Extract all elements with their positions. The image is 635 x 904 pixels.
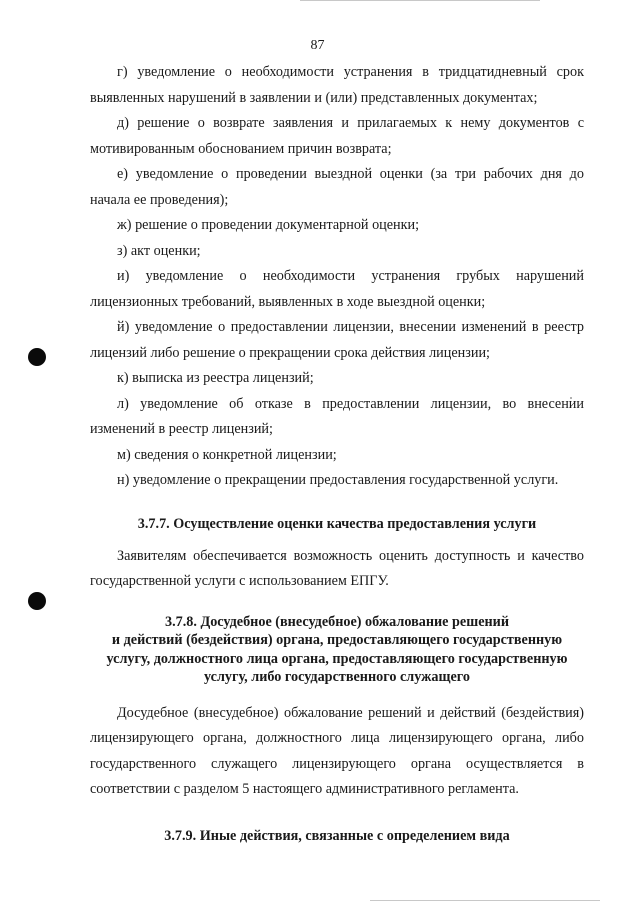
heading-line: 3.7.8. Досудебное (внесудебное) обжалование решений [164, 613, 510, 630]
list-item: м) сведения о конкретной лицензии; [117, 446, 337, 463]
list-item: ж) решение о проведении документарной оценки; [117, 217, 420, 233]
scan-edge-top [300, 0, 540, 1]
list-item: д) решение о возврате заявления и прилагаемых к нему документов с мотивированным обоснованием причин возврата; [90, 115, 584, 157]
heading-line: услугу, должностного лица органа, предоставляющего государственную [106, 650, 568, 667]
list-item: н) уведомление о прекращении предоставления государственной услуги. [117, 472, 559, 488]
list-item: г) уведомление о необходимости устранения в тридцатидневный срок выявленных нарушений в заявлении и (или) представленных документах; [90, 64, 584, 106]
section-heading-3-7-8 [90, 613, 584, 687]
section-heading-3-7-7: 3.7.7. Осуществление оценки качества предоставления услуги [137, 515, 537, 532]
list-item: и) уведомление о необходимости устранения грубых нарушений лицензионных требований, выявленных в ходе выездной оценки; [90, 268, 584, 310]
page-content [90, 60, 584, 845]
list-item: е) уведомление о проведении выездной оценки (за три рабочих дня до начала ее проведения); [90, 166, 584, 208]
list-item: л) уведомление об отказе в предоставлении лицензии, во внесении изменений в реестр лицензий; [90, 395, 584, 437]
list-item: з) акт оценки; [117, 242, 201, 259]
punch-hole-lower [28, 592, 46, 610]
list-item: к) выписка из реестра лицензий; [117, 370, 314, 386]
page-number: 87 [310, 38, 325, 53]
heading-line: и действий (бездействия) органа, предоставляющего государственную [111, 632, 563, 648]
punch-hole-upper [28, 348, 46, 366]
heading-line: услугу, либо государственного служащего [204, 669, 470, 685]
section-text-3-7-7: Заявителям обеспечивается возможность оценить доступность и качество государственной услуги с использованием ЕПГУ. [90, 547, 584, 589]
list-item: й) уведомление о предоставлении лицензии, внесении изменений в реестр лицензий либо решение о прекращении срока действия лицензии; [90, 319, 584, 361]
section-text-3-7-8: Досудебное (внесудебное) обжалование решений и действий (бездействия) лицензирующего органа, должностного лица лицензирующего органа, либо государственного служащего лицензирующего органа осуществляется в соответствии с разделом 5 настоящего административного регламента. [90, 704, 584, 797]
section-heading-3-7-9: 3.7.9. Иные действия, связанные с определением вида [164, 827, 510, 844]
scan-edge-bottom [370, 900, 600, 901]
